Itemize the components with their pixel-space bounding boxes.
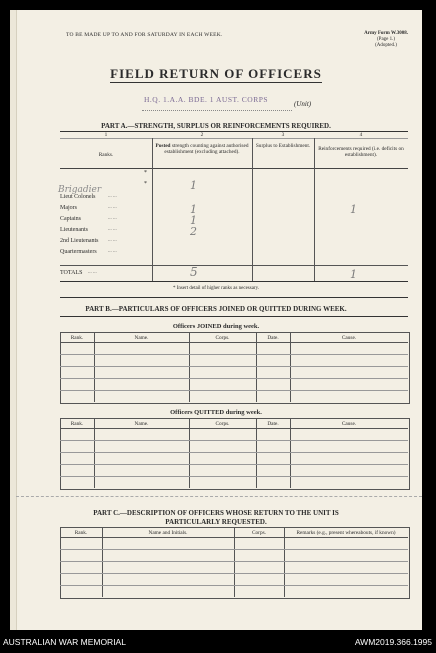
joined-col-cause: Cause.: [341, 335, 357, 341]
quitted-row-rule-4: [60, 476, 408, 477]
header-instruction: TO BE MADE UP TO AND FOR SATURDAY IN EACH WEEK.: [66, 32, 223, 38]
part-c-vline-2: [234, 527, 235, 597]
part-c-vline-1: [102, 527, 103, 597]
joined-col-corps: Corps.: [215, 335, 230, 341]
part-c-vline-3: [284, 527, 285, 597]
archive-footer: [0, 630, 436, 653]
joined-col-name: Name.: [134, 335, 149, 341]
posted-rest: strength counting against authorised establishment (excluding attached).: [164, 143, 249, 155]
col-num-1: 1: [104, 132, 108, 138]
document-page: [10, 10, 422, 630]
part-a-title: PART A.—STRENGTH, SURPLUS OR REINFORCEMENTS REQUIRED.: [101, 122, 331, 130]
quitted-title: Officers QUITTED during week.: [170, 409, 262, 416]
page-title: [10, 66, 422, 82]
part-b-title-rule: [60, 316, 408, 317]
totals-dots: ... ...: [88, 270, 97, 275]
quitted-vline-1: [94, 418, 95, 488]
posted-brigadier: 1: [190, 179, 197, 192]
quitted-row-rule-1: [60, 440, 408, 441]
rank-majors: Majors: [60, 205, 77, 211]
part-a-vline-3: [314, 138, 315, 282]
part-a-footnote: * Insert detail of higher ranks as necessary.: [172, 286, 260, 291]
col-num-4: 4: [359, 132, 363, 138]
form-status: (Adopted.): [375, 43, 397, 48]
quitted-vline-3: [256, 418, 257, 488]
rank-lieut-colonels: Lieut Colonels: [60, 194, 96, 200]
quitted-col-cause: Cause.: [341, 421, 357, 427]
joined-vline-2: [189, 332, 190, 402]
joined-col-rank: Rank.: [70, 335, 84, 341]
totals-top-rule: [60, 265, 408, 266]
joined-row-rule-1: [60, 354, 408, 355]
col-num-3: 3: [281, 132, 285, 138]
joined-col-date: Date.: [267, 335, 279, 341]
dots-4: ... ...: [108, 227, 117, 232]
row-star-2: *: [144, 181, 147, 187]
posted-majors: 1: [190, 203, 197, 216]
part-c-col-remarks: Remarks (e.g., present whereabouts, if known): [296, 530, 396, 536]
title-text: FIELD RETURN OF OFFICERS: [110, 66, 322, 81]
col-num-2: 2: [200, 132, 204, 138]
posted-lieutenants: 2: [190, 225, 197, 238]
part-a-header-rule: [60, 168, 408, 169]
part-a-vline-2: [252, 138, 253, 282]
dots-6: ... ...: [108, 249, 117, 254]
part-c-col-rank: Rank.: [74, 530, 88, 536]
perforation-line: [16, 496, 422, 497]
col-head-posted: [154, 143, 250, 155]
part-c-col-name: Name and Initials.: [148, 530, 188, 536]
rank-captains: Captains: [60, 216, 81, 222]
part-a-vline-1: [152, 138, 153, 282]
row-star-1: *: [144, 170, 147, 176]
quitted-row-rule-3: [60, 464, 408, 465]
dots-5: ... ...: [108, 238, 117, 243]
quitted-vline-4: [290, 418, 291, 488]
handwritten-brigadier: Brigadier: [58, 185, 102, 195]
form-pages: (Page 1.): [377, 37, 396, 42]
part-c-col-corps: Corps.: [252, 530, 266, 536]
quitted-header-rule: [60, 428, 408, 429]
posted-bold: Posted: [155, 143, 171, 149]
totals-posted: 5: [190, 265, 198, 279]
archive-name: AUSTRALIAN WAR MEMORIAL: [3, 637, 126, 647]
part-b-top-rule: [60, 297, 408, 298]
dots-2: ... ...: [108, 205, 117, 210]
part-c-row-rule-3: [60, 573, 408, 574]
part-c-row-rule-4: [60, 585, 408, 586]
rank-lieutenants: Lieutenants: [60, 227, 88, 233]
joined-header-rule: [60, 342, 408, 343]
joined-vline-1: [94, 332, 95, 402]
dots-1: ... ...: [108, 194, 117, 199]
posted-captains: 1: [190, 214, 197, 227]
form-identifier: [364, 31, 408, 49]
rank-2nd-lieutenants: 2nd Lieutenants: [60, 238, 99, 244]
part-a-colnum-rule: [60, 138, 408, 139]
page-edge: [10, 10, 17, 630]
part-c-title: PART C.—DESCRIPTION OF OFFICERS WHOSE RETURN TO THE UNIT IS PARTICULARLY REQUESTED.: [93, 509, 339, 526]
archive-reference: AWM2019.366.1995: [354, 637, 432, 647]
unit-line: [142, 110, 292, 111]
unit-stamp: H.Q. 1.A.A. BDE. 1 AUST. CORPS: [144, 95, 269, 104]
quitted-col-rank: Rank.: [70, 421, 84, 427]
joined-title: Officers JOINED during week.: [172, 323, 260, 330]
joined-row-rule-3: [60, 378, 408, 379]
part-c-row-rule-1: [60, 549, 408, 550]
quitted-col-name: Name.: [134, 421, 149, 427]
part-b-title: PART B.—PARTICULARS OF OFFICERS JOINED OR QUITTED DURING WEEK.: [85, 305, 347, 313]
totals-label: TOTALS: [60, 270, 83, 276]
unit-label: (Unit): [294, 100, 312, 108]
joined-row-rule-4: [60, 390, 408, 391]
joined-vline-3: [256, 332, 257, 402]
quitted-col-date: Date.: [267, 421, 279, 427]
quitted-row-rule-2: [60, 452, 408, 453]
reinforcements-majors: 1: [350, 203, 357, 216]
quitted-col-corps: Corps.: [215, 421, 230, 427]
part-c-row-rule-2: [60, 561, 408, 562]
quitted-vline-2: [189, 418, 190, 488]
dots-3: ... ...: [108, 216, 117, 221]
totals-reinforcements: 1: [350, 268, 357, 281]
col-head-reinforcements: Reinforcements required (i.e. deficits on establishment).: [318, 146, 404, 158]
col-head-ranks: Ranks.: [98, 152, 114, 158]
joined-vline-4: [290, 332, 291, 402]
joined-row-rule-2: [60, 366, 408, 367]
rank-quartermasters: Quartermasters: [60, 249, 97, 255]
col-head-surplus: Surplus to Establishment.: [255, 143, 311, 149]
part-a-bottom-rule: [60, 281, 408, 282]
form-number: Army Form W.3008.: [364, 31, 408, 36]
